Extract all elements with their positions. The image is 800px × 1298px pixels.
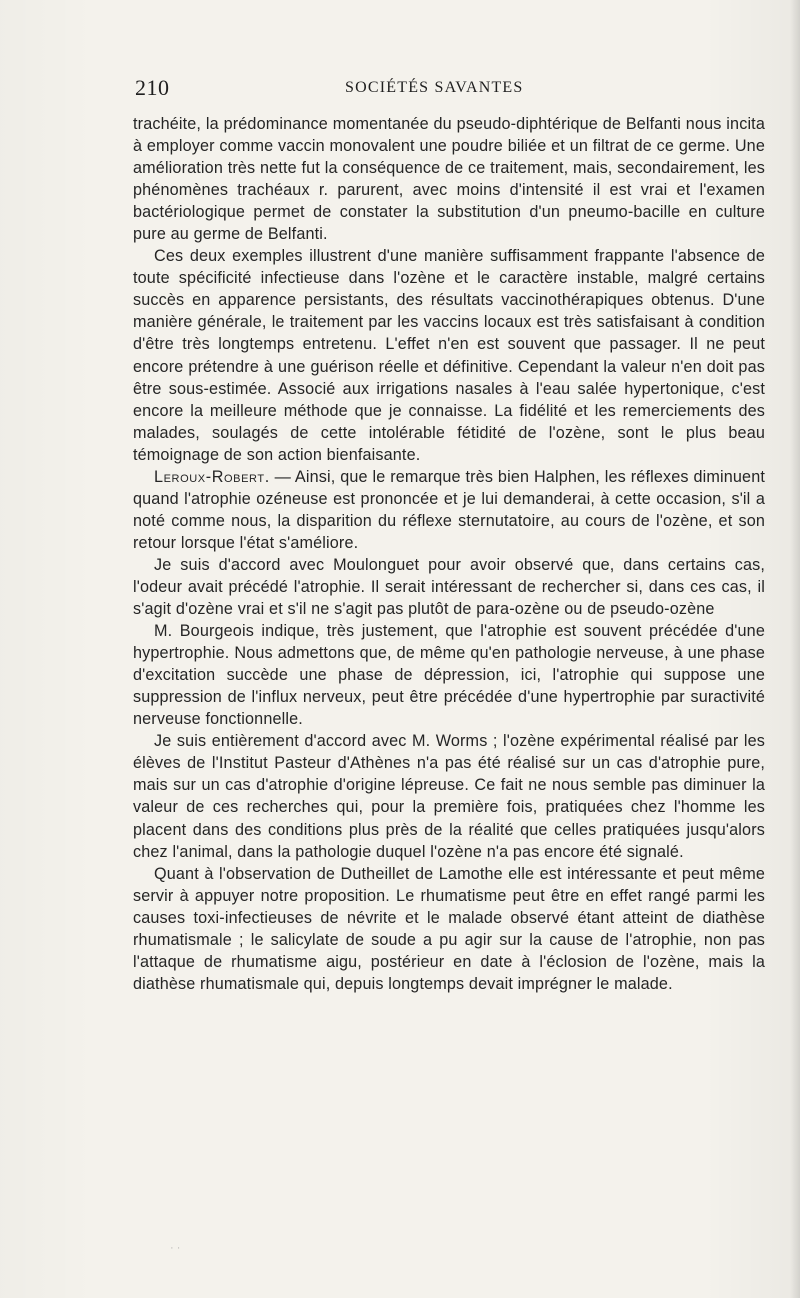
paragraph-text: Ces deux exemples illustrent d'une manière suffisamment frappante l'absence de toute spécificité infectieuse dans l'ozène et le caractère instable, malgré certains succès en apparence persistants, des résultats vaccinothérapiques obtenus. D'une manière générale, le traitement par les vaccins locaux est très satisfaisant à condition d'être très longtemps entretenu. L'effet n'en est souvent que passager. Il ne peut encore prétendre à une guérison réelle et définitive. Cependant la valeur n'en doit pas être sous-estimée. Associé aux irrigations nasales à l'eau salée hypertonique, c'est encore la meilleure méthode que je connaisse. La fidélité et les remerciements des malades, soulagés de cette intolérable fétidité de l'ozène, sont le plus beau témoignage de son action bienfaisante. (133, 247, 765, 464)
paragraph-text: — Ainsi, que le remarque très bien Halphen, les réflexes diminuent quand l'atrophie ozéneuse est prononcée et je lui demanderai, à cette occasion, s'il a noté comme nous, la disparition du réflexe sternutatoire, au cours de l'ozène, et son retour lorsque l'état s'améliore. (133, 467, 765, 552)
scan-smudge: · · (170, 1242, 181, 1254)
page-number: 210 (135, 75, 170, 100)
article-body (133, 113, 765, 995)
paragraph-4 (133, 554, 765, 620)
paragraph-text: Quant à l'observation de Dutheillet de Lamothe elle est intéressante et peut même servir à appuyer notre proposition. Le rhumatisme peut être en effet rangé parmi les causes toxi-infectieuses de névrite et le malade observé étant atteint de diathèse rhumatismale ; le salicylate de soude a pu agir sur la cause de l'atrophie, non pas l'attaque de rhumatisme aigu, postérieur en date à l'éclosion de l'ozène, mais la diathèse rhumatismale qui, depuis longtemps devait imprégner le malade. (133, 864, 765, 993)
paragraph-1 (133, 113, 765, 245)
paragraph-2 (133, 245, 765, 465)
paragraph-text: Je suis d'accord avec Moulonguet pour avoir observé que, dans certains cas, l'odeur avait précédé l'atrophie. Il serait intéressant de rechercher si, dans ces cas, il s'agit d'ozène vrai et s'il ne s'agit pas plutôt de para-ozène ou de pseudo-ozène (133, 555, 765, 619)
page-edge-shadow (790, 0, 800, 1298)
running-title: SOCIÉTÉS SAVANTES (345, 79, 524, 96)
page-header (135, 75, 765, 105)
paragraph-text: Je suis entièrement d'accord avec M. Worms ; l'ozène expérimental réalisé par les élèves de l'Institut Pasteur d'Athènes n'a pas été réalisé sur un cas d'atrophie pure, mais sur un cas d'atrophie d'origine lépreuse. Ce fait ne nous semble pas diminuer la valeur de ces recherches qui, pour la première fois, pratiquées chez l'homme les placent dans des conditions plus près de la réalité que celles pratiquées jusqu'alors chez l'animal, dans la pathologie duquel l'ozène n'a pas encore été signalé. (133, 732, 765, 861)
paragraph-5 (133, 620, 765, 730)
paragraph-6 (133, 730, 765, 862)
speaker-name: Leroux-Robert. (154, 467, 270, 486)
paragraph-text: trachéite, la prédominance momentanée du pseudo-diphtérique de Belfanti nous incita à employer comme vaccin monovalent une poudre biliée et un filtrat de ce germe. Une amélioration très nette fut la conséquence de ce traitement, mais, secondairement, les phénomènes trachéaux r. parurent, avec moins d'intensité il est vrai et l'examen bactériologique permet de constater la substitution d'un pneumo-bacille en culture pure au germe de Belfanti. (133, 115, 765, 244)
paragraph-text: M. Bourgeois indique, très justement, que l'atrophie est souvent précédée d'une hypertrophie. Nous admettons que, de même qu'en pathologie nerveuse, à une phase d'excitation succède une phase de dépression, ici, l'atrophie qui suppose une suppression de l'influx nerveux, peut être précédée d'une hypertrophie par suractivité nerveuse fonctionnelle. (133, 622, 765, 729)
paragraph-7 (133, 863, 765, 995)
paragraph-3 (133, 466, 765, 554)
